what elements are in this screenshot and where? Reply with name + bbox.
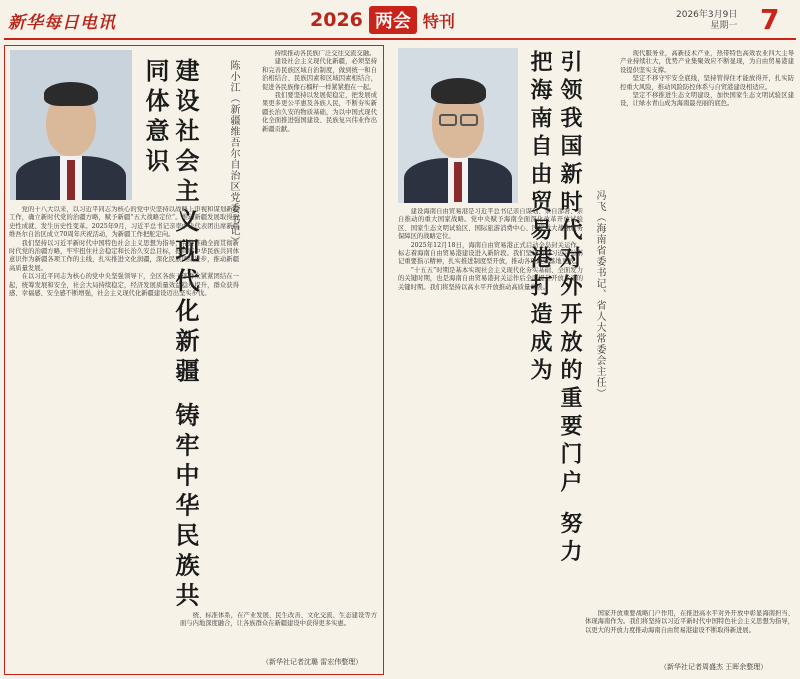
right-article-body-col2 <box>620 50 794 606</box>
paragraph: 持续推动各民族广泛交往交流交融。 <box>274 50 376 57</box>
tie-shape <box>454 162 462 202</box>
paragraph: 2025年12月18日，海南自由贸易港正式启动全岛封关运作，标志着海南自由贸易港建设进入新阶段。我们坚决贯彻习近平总书记重要指示精神，扎实推进制度型开放，推动各项政策落地见效。 <box>398 241 583 266</box>
hair-shape <box>431 78 486 104</box>
special-issue-label: 特刊 <box>422 11 455 31</box>
left-article-body-col2-end <box>180 612 377 654</box>
paragraph: 现代服务业，高新技术产业，热带特色高效农业四大主导产业持续壮大，优势产业集聚效应不断显现，为自由贸易港建设提供坚实支撑。 <box>620 50 794 74</box>
masthead-title <box>310 6 455 34</box>
glasses-right-lens <box>460 114 478 126</box>
paragraph: 党的十八大以来，以习近平同志为核心的党中央坚持以战略上审视和谋划新疆工作，确立新时代党的治疆方略，赋予新疆“五大战略定位”。推动新疆发展取得历史性成就、发生历史性变革。2025年9月，习近平总书记亲率中央代表团出席新疆维吾尔自治区成立70周年庆祝活动，为新疆工作把舵定向。 <box>9 206 239 239</box>
page-number: 7 <box>760 3 780 36</box>
left-article-title: 建设社会主义现代化新疆 铸牢中华民族共同体意识 <box>141 58 200 613</box>
paragraph: “十五五”时期是基本实现社会主义现代化夯实基础、全面发力的关键时期，也是海南自由贸易港封关运作后全面提升开放水平的关键时期。我们将坚持以高水平开放推动高质量发展。 <box>398 266 583 291</box>
paragraph: 建设海南自由贸易港是习近平总书记亲自谋划、亲自部署、亲自推动的重大国家战略。党中央赋予海南全面深化改革开放试验区、国家生态文明试验区、国际旅游消费中心、国家重大战略服务保障区的战略定位。 <box>398 208 583 241</box>
left-article-credit: （新华社记者沈璐 雷宏伟整理） <box>262 658 363 666</box>
paragraph: 建设社会主义现代化新疆，必须坚持和完善民族区域自治制度，做到统一和自治相结合、民族因素和区域因素相结合，促进各民族像石榴籽一样紧紧抱在一起。 <box>262 58 377 91</box>
lianghui-badge: 两会 <box>369 6 417 34</box>
tie-shape <box>67 160 75 200</box>
paper-name: 新华每日电讯 <box>8 13 116 33</box>
right-article-title: 引领我国新时代对外开放的重要门户 努力把海南自由贸易港打造成为 <box>527 50 583 568</box>
right-article-body-col1 <box>398 208 583 663</box>
right-article-credit: （新华社记者周盛杰 王晖余整理） <box>660 663 768 671</box>
issue-date <box>676 10 737 32</box>
paragraph: 坚定不移守牢安全底线，坚持管得住才能放得开，扎实防控重大风险，推动风险防控体系与自贸港建设相适应。 <box>620 75 794 91</box>
left-article-author: 陈小江（新疆维吾尔自治区党委书记） <box>228 60 239 247</box>
masthead <box>0 0 800 38</box>
masthead-year: 2026 <box>310 9 363 31</box>
weekday-text: 星期一 <box>710 21 738 31</box>
right-article-body-col3 <box>585 610 794 656</box>
author-photo-right <box>398 48 518 203</box>
left-article-body-col2 <box>262 50 377 610</box>
glasses-left-lens <box>439 114 457 126</box>
paragraph: 坚定不移推进生态文明建设，加快国家生态文明试验区建设，让绿水青山成为海南最亮丽的底色。 <box>620 92 794 108</box>
left-article-body-col1 <box>9 206 239 670</box>
header-rule <box>4 38 796 40</box>
paragraph: 国家开放重要战略门户作用，在推进高水平对外开放中彰显海南担当、体现海南作为。我们将坚持以习近平新时代中国特色社会主义思想为指导，以更大的开放力度推动海南自由贸易港建设不断取得新进展。 <box>585 610 794 634</box>
date-text: 2026年3月9日 <box>676 10 738 20</box>
paragraph: 统、标准体系，在产业发展、民生改善、文化交流、生态建设等方面与内地深度融合，让各族群众在新疆建设中获得更多实惠。 <box>180 612 377 628</box>
paragraph: 在以习近平同志为核心的党中央坚强领导下，全区各族干部群众紧紧团结在一起，统筹发展和安全，社会大局持续稳定，经济发展质量效益稳步提升，群众获得感、幸福感、安全感不断增强，社会主义现代化新疆建设迈出坚实步伐。 <box>9 273 239 298</box>
author-photo-left <box>10 50 132 200</box>
paragraph: 我们坚持以习近平新时代中国特色社会主义思想为指导，完整准确全面贯彻新时代党的治疆方略，牢牢扭住社会稳定和长治久安总目标，把铸牢中华民族共同体意识作为新疆各项工作的主线，扎实推进文化润疆，深化民族团结进步，推动新疆高质量发展。 <box>9 239 239 272</box>
right-article-author: 冯飞（海南省委书记、省人大常委会主任） <box>594 190 605 399</box>
paragraph: 我们要坚持以发展促稳定，把发展成果更多更公平惠及各族人民，不断夯实新疆长治久安的物质基础，为以中国式现代化全面推进强国建设、民族复兴伟业作出新疆贡献。 <box>262 92 377 133</box>
hair-shape <box>44 82 98 106</box>
